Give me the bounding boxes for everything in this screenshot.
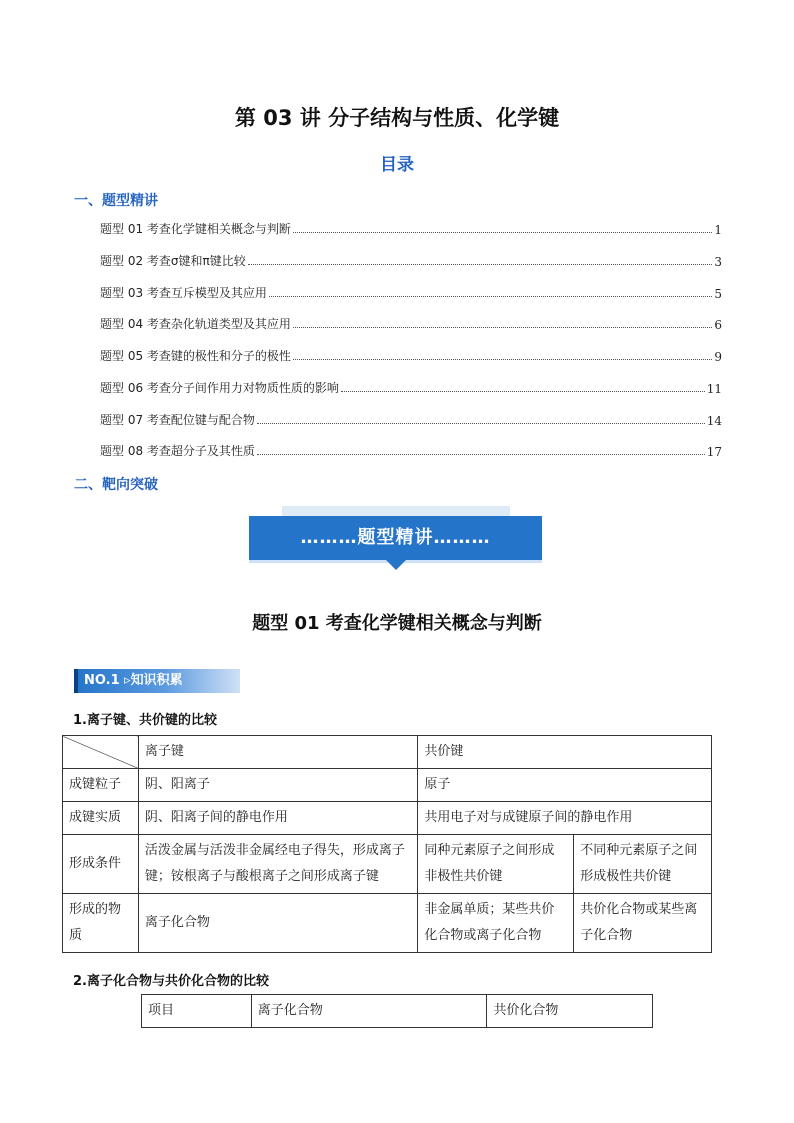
toc-item[interactable]	[100, 219, 722, 237]
table-cell: 同种元素原子之间形成非极性共价键	[418, 835, 574, 894]
toc-item-page: 1	[714, 223, 722, 237]
table-header-cell: 共价化合物	[487, 995, 653, 1028]
toc-item[interactable]	[100, 314, 722, 332]
toc-leader-dots	[293, 231, 712, 233]
tag-accent-bar	[74, 669, 78, 693]
table-header-cell: 离子键	[138, 736, 418, 769]
toc-leader-dots	[293, 358, 712, 360]
toc-item[interactable]	[100, 378, 722, 396]
row-label-cell: 成键粒子	[63, 769, 139, 802]
table1-caption: 1.离子键、共价键的比较	[73, 713, 217, 728]
table-cell: 阴、阳离子	[138, 769, 418, 802]
toc-item[interactable]	[100, 410, 722, 428]
table-cell: 非金属单质；某些共价化合物或离子化合物	[418, 894, 574, 953]
section-heading-1: 一、题型精讲	[74, 193, 158, 209]
toc-leader-dots	[341, 390, 705, 392]
toc-item-label: 题型 05 考查键的极性和分子的极性	[100, 349, 291, 363]
toc-item-page: 5	[714, 287, 722, 301]
toc-heading: 目录	[380, 155, 414, 175]
table2-caption: 2.离子化合物与共价化合物的比较	[73, 974, 269, 989]
toc-leader-dots	[248, 263, 713, 265]
banner-arrow-icon	[386, 560, 406, 570]
toc-item-page: 11	[706, 382, 722, 396]
table-cell: 共价化合物或某些离子化合物	[574, 894, 712, 953]
table-row	[63, 894, 712, 953]
toc-item[interactable]	[100, 441, 722, 459]
table-cell: 活泼金属与活泼非金属经电子得失，形成离子键；铵根离子与酸根离子之间形成离子键	[138, 835, 418, 894]
toc-item-label: 题型 01 考查化学键相关概念与判断	[100, 222, 291, 236]
table-row	[63, 736, 712, 769]
toc-leader-dots	[257, 453, 705, 455]
table-header-cell: 项目	[142, 995, 252, 1028]
table-header-cell: 共价键	[418, 736, 712, 769]
toc-item-page: 14	[706, 414, 722, 428]
table-cell: 原子	[418, 769, 712, 802]
table-row	[63, 769, 712, 802]
toc-leader-dots	[269, 295, 712, 297]
toc-item-page: 9	[714, 350, 722, 364]
table-cell: 阴、阳离子间的静电作用	[138, 802, 418, 835]
toc-item-label: 题型 07 考查配位键与配合物	[100, 413, 255, 427]
table-header-cell: 离子化合物	[251, 995, 487, 1028]
table-row	[63, 835, 712, 894]
toc-item-label: 题型 04 考查杂化轨道类型及其应用	[100, 317, 291, 331]
compound-comparison-table	[141, 994, 653, 1028]
table-cell: 共用电子对与成键原子间的静电作用	[418, 802, 712, 835]
section-banner: ………题型精讲………	[249, 516, 542, 560]
table-cell: 不同种元素原子之间形成极性共价键	[574, 835, 712, 894]
diagonal-header-cell	[63, 736, 139, 769]
toc-item-page: 17	[706, 445, 722, 459]
toc-item-page: 3	[714, 255, 722, 269]
bond-comparison-table	[62, 735, 712, 953]
toc-item-label: 题型 02 考查σ键和π键比较	[100, 254, 246, 268]
row-label-cell: 形成的物质	[63, 894, 139, 953]
toc-item[interactable]	[100, 251, 722, 269]
document-title: 第 03 讲 分子结构与性质、化学键	[234, 106, 560, 130]
toc-item-label: 题型 06 考查分子间作用力对物质性质的影响	[100, 381, 339, 395]
knowledge-tag-label: NO.1 ▹知识积累	[84, 673, 183, 688]
row-label-cell: 形成条件	[63, 835, 139, 894]
question-type-title: 题型 01 考查化学键相关概念与判断	[252, 613, 542, 634]
toc-leader-dots	[257, 422, 705, 424]
toc-item[interactable]	[100, 283, 722, 301]
toc-item[interactable]	[100, 346, 722, 364]
toc-item-label: 题型 03 考查互斥模型及其应用	[100, 286, 267, 300]
toc-item-page: 6	[714, 318, 722, 332]
table-row	[142, 995, 653, 1028]
knowledge-tag	[74, 669, 240, 693]
toc-leader-dots	[293, 326, 712, 328]
row-label-cell: 成键实质	[63, 802, 139, 835]
table-row	[63, 802, 712, 835]
banner-backdrop	[282, 506, 510, 516]
toc-item-label: 题型 08 考查超分子及其性质	[100, 444, 255, 458]
table-cell: 离子化合物	[138, 894, 418, 953]
section-heading-2: 二、靶向突破	[74, 477, 158, 493]
